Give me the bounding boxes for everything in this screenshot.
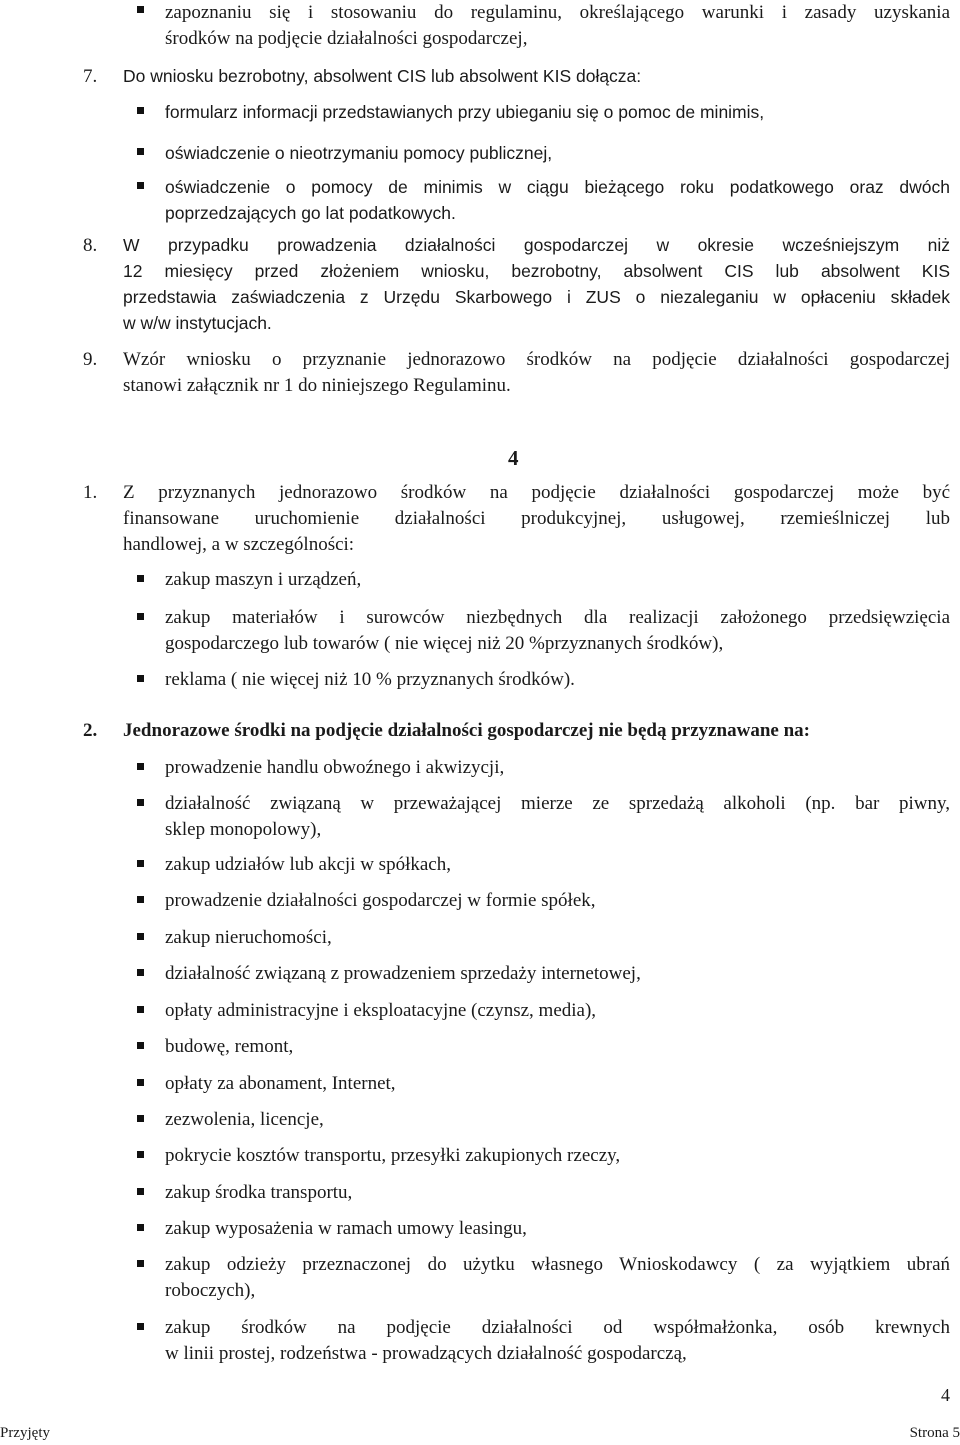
text-line: Jednorazowe środki na podjęcie działalności gospodarczej nie będą przyznawane na:	[123, 720, 810, 741]
text-line: sklep monopolowy),	[165, 819, 322, 840]
bullet-icon	[137, 933, 144, 940]
text-line: opłaty administracyjne i eksploatacyjne (czynsz, media),	[165, 1000, 597, 1021]
text-line: oświadczenie o nieotrzymaniu pomocy publicznej,	[165, 143, 553, 163]
bullet-icon	[137, 6, 144, 13]
list-number: 8.	[83, 235, 98, 256]
bullet-icon	[137, 1224, 144, 1231]
text-line: Wzór wniosku o przyznanie jednorazowo środków na podjęcie działalności gospodarczej	[123, 349, 950, 370]
section-number: 4	[508, 446, 519, 470]
text-line: zakup nieruchomości,	[165, 927, 332, 948]
bullet-icon	[137, 1079, 144, 1086]
bullet-icon	[137, 1115, 144, 1122]
bullet-icon	[137, 763, 144, 770]
bullet-icon	[137, 675, 144, 682]
text-line: zakup środków na podjęcie działalności od współmałżonka, osób krewnych	[165, 1317, 950, 1338]
bullet-icon	[137, 1042, 144, 1049]
text-line: Z przyznanych jednorazowo środków na podjęcie działalności gospodarczej może być	[123, 482, 950, 503]
text-line: zapoznaniu się i stosowaniu do regulaminu, określającego warunki i zasady uzyskania	[165, 2, 950, 23]
text-line: w w/w instytucjach.	[123, 313, 272, 333]
text-line: zezwolenia, licencje,	[165, 1109, 324, 1130]
text-line: działalność związaną z prowadzeniem sprzedaży internetowej,	[165, 963, 641, 984]
text-line: poprzedzających go lat podatkowych.	[165, 203, 456, 223]
bullet-icon	[137, 896, 144, 903]
text-line: Do wniosku bezrobotny, absolwent CIS lub absolwent KIS dołącza:	[123, 66, 642, 86]
text-line: gospodarczego lub towarów ( nie więcej niż 20 %przyznanych środków),	[165, 633, 724, 654]
text-line: prowadzenie działalności gospodarczej w formie spółek,	[165, 890, 596, 911]
text-line: budowę, remont,	[165, 1036, 294, 1057]
bullet-icon	[137, 613, 144, 620]
text-line: opłaty za abonament, Internet,	[165, 1073, 396, 1094]
text-line: formularz informacji przedstawianych przy ubieganiu się o pomoc de minimis,	[165, 102, 765, 122]
footer-left-text: Przyjęty	[0, 1425, 50, 1441]
text-line: reklama ( nie więcej niż 10 % przyznanych środków).	[165, 669, 575, 690]
text-line: zakup środka transportu,	[165, 1182, 353, 1203]
bullet-icon	[137, 799, 144, 806]
text-line: zakup odzieży przeznaczonej do użytku własnego Wnioskodawcy ( za wyjątkiem ubrań	[165, 1254, 950, 1275]
list-number: 1.	[83, 482, 98, 503]
text-line: zakup wyposażenia w ramach umowy leasingu,	[165, 1218, 527, 1239]
page-number: 4	[941, 1385, 950, 1405]
text-line: środków na podjęcie działalności gospodarczej,	[165, 28, 528, 49]
text-line: zakup materiałów i surowców niezbędnych dla realizacji założonego przedsięwzięcia	[165, 607, 950, 628]
bullet-icon	[137, 860, 144, 867]
footer-page-label: Strona 5	[909, 1425, 960, 1441]
text-line: przedstawia zaświadczenia z Urzędu Skarbowego i ZUS o niezaleganiu w opłaceniu składek	[123, 287, 950, 307]
bullet-icon	[137, 1188, 144, 1195]
text-line: w linii prostej, rodzeństwa - prowadzących działalność gospodarczą,	[165, 1343, 687, 1364]
text-line: oświadczenie o pomocy de minimis w ciągu bieżącego roku podatkowego oraz dwóch	[165, 177, 950, 197]
bullet-icon	[137, 969, 144, 976]
list-number: 2.	[83, 720, 98, 741]
text-line: W przypadku prowadzenia działalności gospodarczej w okresie wcześniejszym niż	[123, 235, 950, 255]
bullet-icon	[137, 182, 144, 189]
text-line: 12 miesięcy przed złożeniem wniosku, bezrobotny, absolwent CIS lub absolwent KIS	[123, 261, 950, 281]
text-line: zakup maszyn i urządzeń,	[165, 569, 362, 590]
text-line: pokrycie kosztów transportu, przesyłki zakupionych rzeczy,	[165, 1145, 621, 1166]
list-number: 7.	[83, 66, 98, 87]
bullet-icon	[137, 1260, 144, 1267]
list-number: 9.	[83, 349, 98, 370]
text-line: prowadzenie handlu obwoźnego i akwizycji,	[165, 757, 505, 778]
bullet-icon	[137, 1151, 144, 1158]
text-line: handlowej, a w szczególności:	[123, 534, 355, 555]
text-line: zakup udziałów lub akcji w spółkach,	[165, 854, 451, 875]
text-line: działalność związaną w przeważającej mierze ze sprzedażą alkoholi (np. bar piwny,	[165, 793, 950, 814]
bullet-icon	[137, 1323, 144, 1330]
bullet-icon	[137, 148, 144, 155]
text-line: roboczych),	[165, 1280, 256, 1301]
bullet-icon	[137, 1006, 144, 1013]
bullet-icon	[137, 575, 144, 582]
text-line: stanowi załącznik nr 1 do niniejszego Regulaminu.	[123, 375, 511, 396]
bullet-icon	[137, 107, 144, 114]
text-line: finansowane uruchomienie działalności produkcyjnej, usługowej, rzemieślniczej lub	[123, 508, 950, 529]
